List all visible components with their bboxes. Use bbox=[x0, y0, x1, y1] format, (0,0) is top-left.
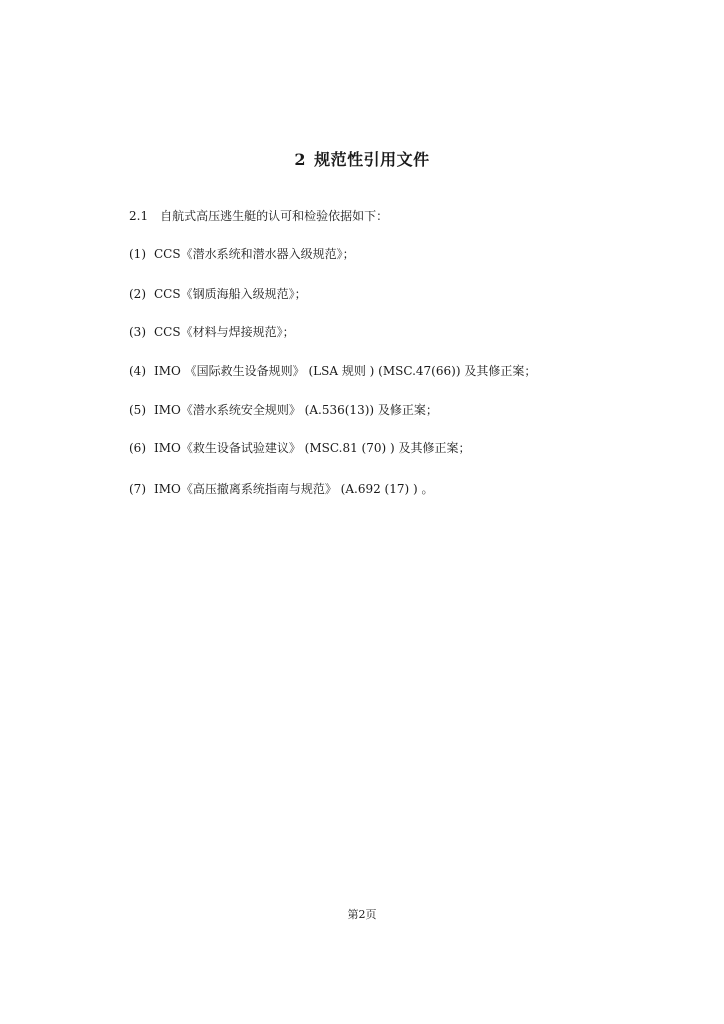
reference-item-7 bbox=[129, 481, 434, 497]
section-number: 2 bbox=[294, 150, 307, 169]
clause-text: 自航式高压逃生艇的认可和检验依据如下： bbox=[160, 209, 389, 223]
reference-number: (6) bbox=[129, 441, 146, 455]
reference-item-5 bbox=[129, 402, 438, 418]
reference-number: (7) bbox=[129, 482, 146, 496]
reference-item-6 bbox=[129, 440, 470, 456]
reference-number: (1) bbox=[129, 247, 146, 261]
reference-text: CCS《材料与焊接规范》； bbox=[154, 325, 295, 339]
reference-text: CCS《潜水系统和潜水器入级规范》； bbox=[154, 247, 355, 261]
reference-item-4 bbox=[129, 363, 536, 379]
page-number-footer: 第2页 bbox=[347, 908, 377, 921]
reference-text: IMO《潜水系统安全规则》 (A.536(13)) 及修正案； bbox=[154, 403, 438, 417]
reference-number: (3) bbox=[129, 325, 146, 339]
reference-text: CCS《钢质海船入级规范》； bbox=[154, 287, 307, 301]
reference-number: (2) bbox=[129, 287, 146, 301]
clause-number: 2.1 bbox=[129, 209, 149, 223]
reference-item-2 bbox=[129, 286, 307, 302]
reference-text: IMO《救生设备试验建议》 (MSC.81 (70) ) 及其修正案； bbox=[154, 441, 471, 455]
reference-text: IMO《高压撤离系统指南与规范》 (A.692 (17) ) 。 bbox=[154, 482, 434, 496]
reference-item-3 bbox=[129, 324, 295, 340]
reference-number: (5) bbox=[129, 403, 146, 417]
reference-item-1 bbox=[129, 246, 355, 262]
section-heading bbox=[0, 147, 724, 170]
clause-2-1 bbox=[129, 208, 388, 224]
reference-number: (4) bbox=[129, 364, 146, 378]
reference-text: IMO 《国际救生设备规则》 (LSA 规则 ) (MSC.47(66)) 及其修正案； bbox=[154, 364, 537, 378]
section-title: 规范性引用文件 bbox=[314, 150, 430, 169]
